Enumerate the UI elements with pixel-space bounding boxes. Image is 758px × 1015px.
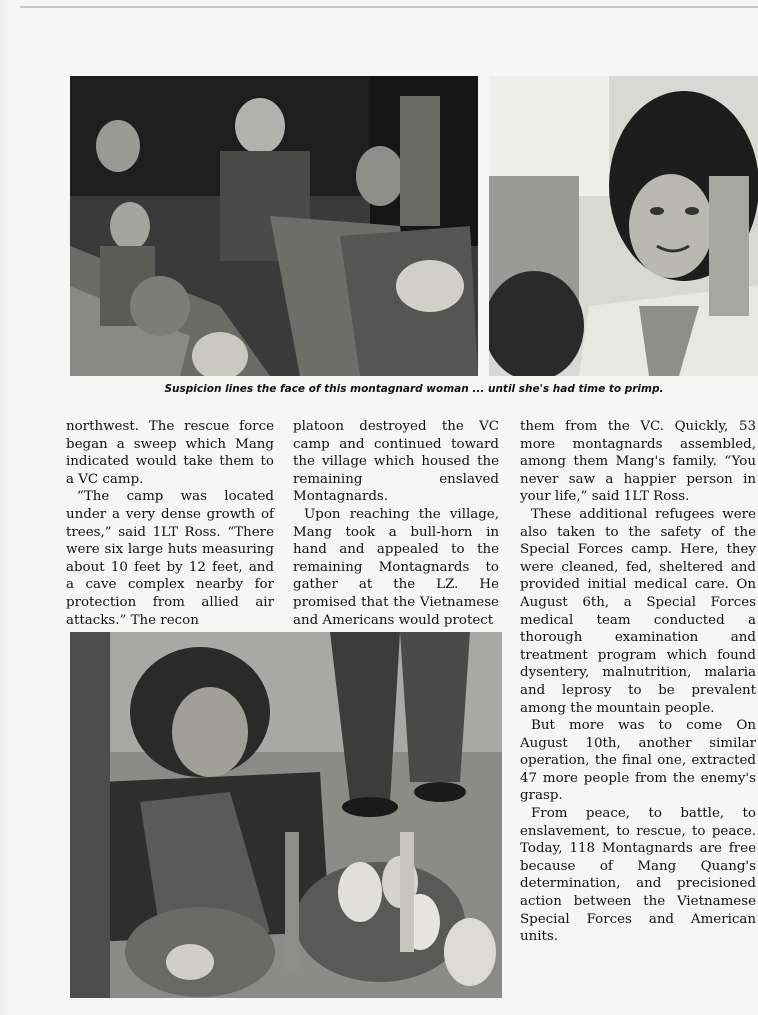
paragraph: “The camp was located under a very dense growth of trees,” said 1LT Ross. “There were six large huts measuring about 10 feet by 12 feet, and a cave complex nearby for protection from allied air attacks.” The recon xyxy=(66,489,274,628)
article-column-2 xyxy=(293,418,499,629)
paragraph: These additional refugees were also taken to the safety of the Special Forces camp. Here, they were cleaned, fed, sheltered and provided initial medical care. On August 6th, a Special Forces medical team conducted a thorough examination and treatment program which found dysentery, malnutrition, malaria and leprosy to be prevalent among the mountain people. xyxy=(520,506,756,716)
page-edge-shadow xyxy=(0,0,10,1015)
photo-montagnard-group xyxy=(70,76,478,376)
paragraph: But more was to come On August 10th, another similar operation, the final one, extracted 47 more people from the enemy's grasp. xyxy=(520,718,756,804)
paragraph: Upon reaching the village, Mang took a bull-horn in hand and appealed to the remaining Montagnards to gather at the LZ. He promised that the Vietnamese and Americans would protect xyxy=(293,506,499,628)
paragraph: From peace, to battle, to enslavement, to rescue, to peace. Today, 118 Montagnards are free because of Mang Quang's determination, and precisioned action between the Vietnamese Special Forces and American units. xyxy=(520,806,756,945)
paragraph: them from the VC. Quickly, 53 more montagnards assembled, among them Mang's family. “You never saw a happier person in your life,” said 1LT Ross. xyxy=(520,419,756,505)
article-column-3 xyxy=(520,418,756,946)
paragraph: northwest. The rescue force began a sweep which Mang indicated would take them to a VC camp. xyxy=(66,419,274,487)
photo-caption: Suspicion lines the face of this montagnard woman ... until she's had time to primp. xyxy=(164,383,664,395)
article-column-1 xyxy=(66,418,274,629)
photo-older-woman-baskets xyxy=(70,632,502,998)
photo-smiling-woman xyxy=(489,76,758,376)
paragraph: platoon destroyed the VC camp and continued toward the village which housed the remaining enslaved Montagnards. xyxy=(293,419,499,505)
top-rule xyxy=(20,6,758,8)
